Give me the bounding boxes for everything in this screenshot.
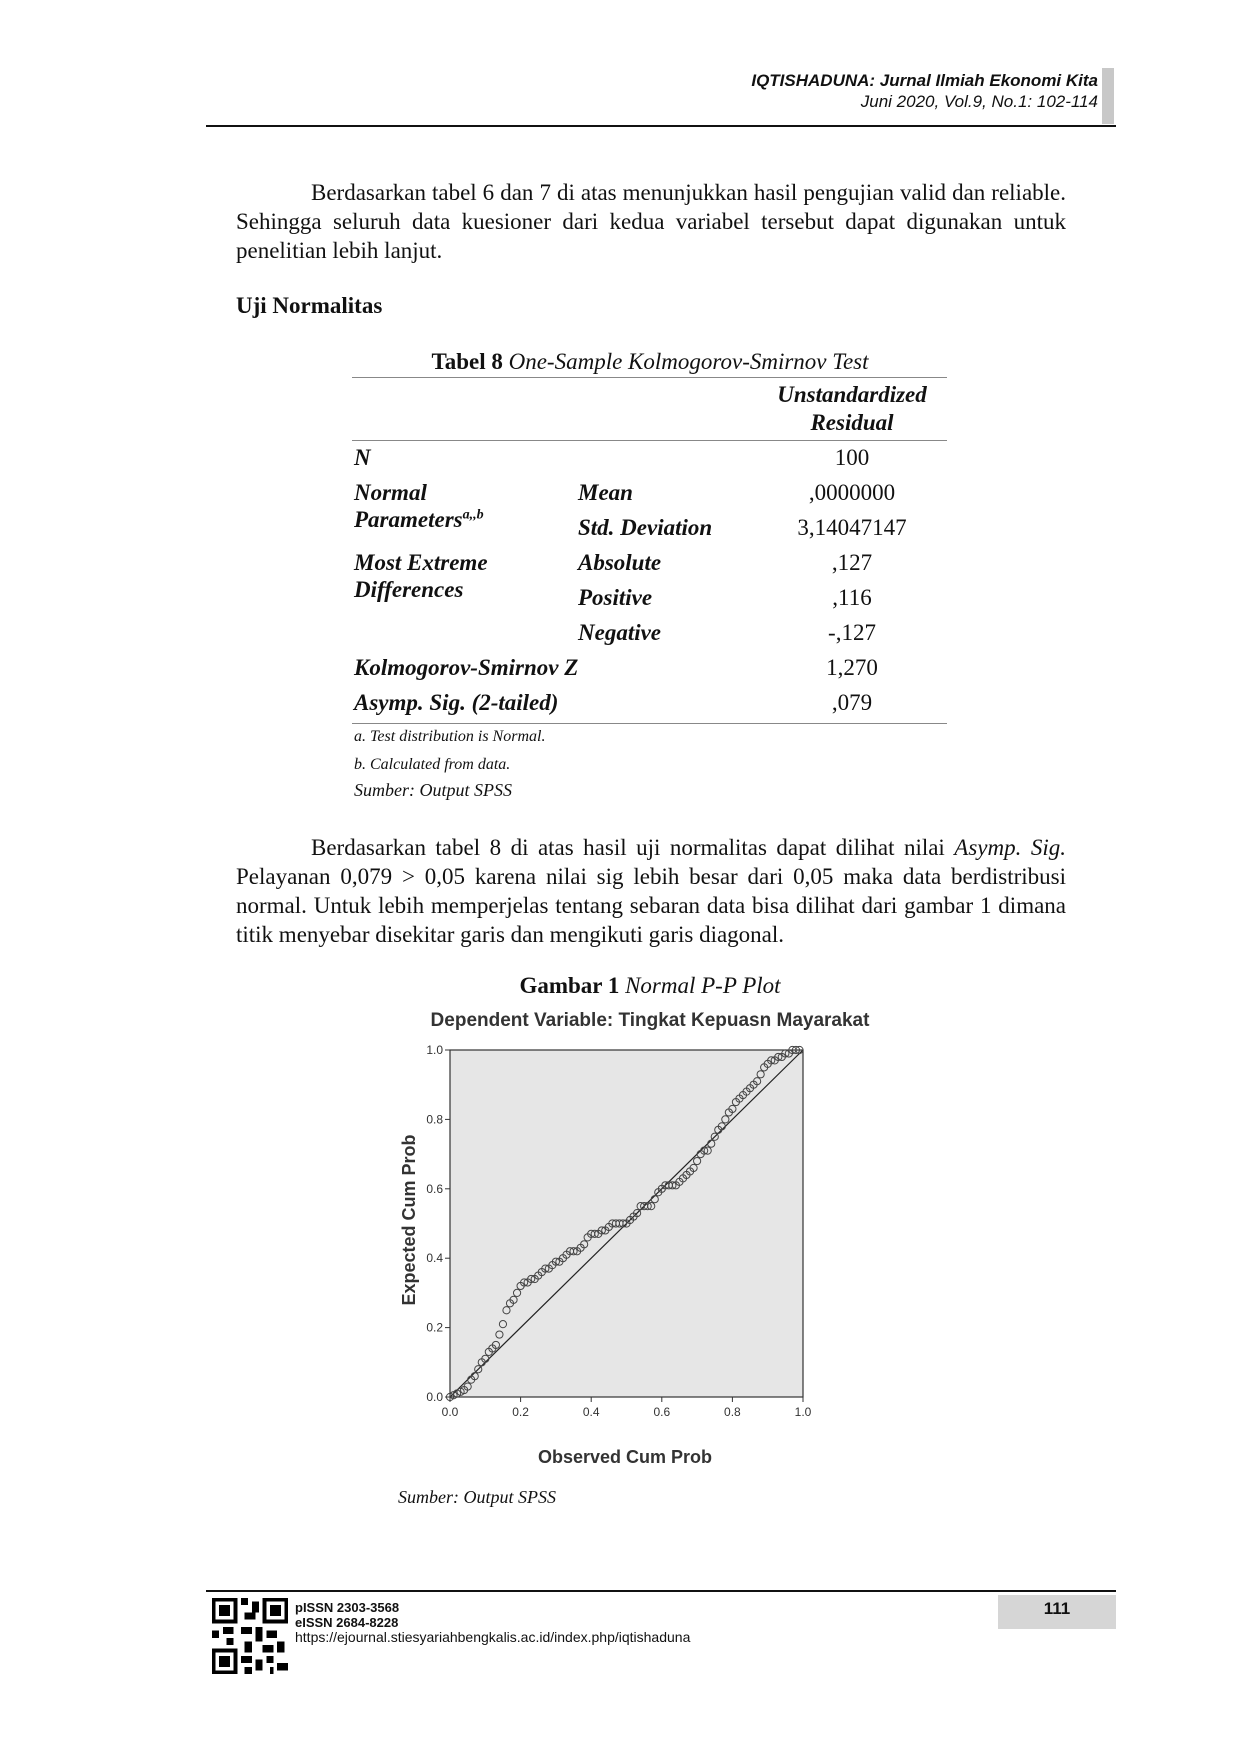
paragraph-2-after: Pelayanan 0,079 > 0,05 karena nilai sig lebih besar dari 0,05 maka data berdistribusi normal. Untuk lebih memperjelas tentang sebaran data bisa dilihat dari gambar 1 dimana titik menyebar disekitar garis dan mengikuti garis diagonal.: [236, 864, 1066, 947]
table-header-rule: [352, 440, 947, 441]
figure-caption-number: Gambar 1: [519, 973, 620, 998]
footer-url[interactable]: https://ejournal.stiesyariahbengkalis.ac.id/index.php/iqtishaduna: [295, 1629, 691, 1645]
x-tick-label: 0.4: [582, 1405, 600, 1419]
row-normal-label-1: Normal: [354, 480, 427, 505]
table-note-a: a. Test distribution is Normal.: [354, 728, 546, 745]
footer-issn: [295, 1600, 690, 1645]
y-tick-label: 0.8: [426, 1112, 443, 1127]
row-ksz-label: Kolmogorov-Smirnov Z: [354, 655, 579, 680]
row-sd-value: 3,14047147: [797, 515, 907, 540]
normal-params-text: Parameters: [354, 507, 463, 532]
normal-params-sup: a,,b: [462, 507, 484, 523]
row-absolute-label: Absolute: [578, 550, 662, 575]
pp-plot-chart: [395, 1040, 905, 1470]
paragraph-2-italic: Asymp. Sig.: [954, 835, 1066, 860]
y-tick-label: 0.6: [426, 1181, 443, 1196]
x-tick-label: 1.0: [794, 1405, 812, 1419]
row-ksz-value: 1,270: [826, 655, 878, 680]
qr-code-icon: [212, 1598, 288, 1674]
row-positive-label: Positive: [578, 585, 653, 610]
x-tick-label: 0.2: [512, 1405, 529, 1419]
row-sig-value: ,079: [831, 690, 873, 715]
paragraph-2-before: Berdasarkan tabel 8 di atas hasil uji normalitas dapat dilihat nilai: [311, 835, 955, 860]
col-header-line-2: Residual: [810, 410, 894, 435]
figure-source: Sumber: Output SPSS: [398, 1487, 556, 1507]
paragraph-1: [236, 178, 1066, 265]
table-top-rule: [352, 377, 947, 378]
paragraph-1-text: Berdasarkan tabel 6 dan 7 di atas menunjukkan hasil pengujian valid dan reliable. Sehingga seluruh data kuesioner dari kedua variabel tersebut dapat digunakan untuk penelitian lebih lanjut.: [236, 180, 1066, 263]
y-axis-label: Expected Cum Prob: [399, 1134, 419, 1306]
page-number: 111: [998, 1595, 1116, 1629]
x-tick-label: 0.0: [441, 1405, 459, 1419]
table-source: Sumber: Output SPSS: [354, 780, 512, 800]
row-sig-label: Asymp. Sig. (2-tailed): [354, 690, 559, 715]
row-most-extreme-1: Most Extreme: [354, 550, 488, 575]
x-axis-label: Observed Cum Prob: [537, 1447, 713, 1467]
footer-rule: [206, 1590, 1116, 1592]
row-mean-label: Mean: [578, 480, 633, 505]
y-tick-label: 0.2: [426, 1320, 443, 1335]
table-caption-title: One-Sample Kolmogorov-Smirnov Test: [508, 349, 869, 374]
header-rule: [206, 125, 1116, 127]
col-header-line-1: Unstandardized: [777, 382, 927, 407]
row-negative-label: Negative: [578, 620, 662, 645]
journal-title: IQTISHADUNA: Jurnal Ilmiah Ekonomi Kita: [751, 71, 1098, 90]
x-tick-label: 0.6: [653, 1405, 671, 1419]
table-caption-number: Tabel 8: [431, 349, 503, 374]
section-heading: Uji Normalitas: [236, 293, 383, 318]
issue-info: Juni 2020, Vol.9, No.1: 102-114: [860, 92, 1098, 111]
table-note-b: b. Calculated from data.: [354, 756, 511, 773]
row-normal-label-2: [354, 507, 484, 533]
row-n-value: 100: [834, 445, 870, 470]
table-bottom-rule: [352, 723, 947, 724]
y-tick-label: 1.0: [426, 1043, 443, 1057]
x-tick-label: 0.8: [724, 1405, 741, 1419]
y-tick-label: 0.4: [426, 1251, 443, 1266]
header-side-bar: [1102, 68, 1114, 124]
table-column-header: [752, 381, 952, 437]
row-absolute-value: ,127: [831, 550, 873, 575]
running-header: [751, 70, 1098, 112]
figure-caption-title: Normal P-P Plot: [625, 973, 781, 998]
row-negative-value: -,127: [828, 620, 876, 645]
row-sd-label: Std. Deviation: [578, 515, 713, 540]
paragraph-2: [236, 833, 1066, 949]
chart-title: Dependent Variable: Tingkat Kepuasn Mayarakat: [430, 1010, 870, 1031]
row-mean-value: ,0000000: [808, 480, 896, 505]
row-most-extreme-2: Differences: [354, 577, 464, 602]
row-positive-value: ,116: [832, 585, 872, 610]
row-n-label: N: [354, 445, 371, 470]
y-tick-label: 0.0: [426, 1390, 443, 1404]
table-caption: [350, 349, 950, 375]
footer-eissn: eISSN 2684-8228: [295, 1615, 399, 1630]
figure-caption: [350, 973, 950, 999]
footer-pissn: pISSN 2303-3568: [295, 1600, 400, 1615]
